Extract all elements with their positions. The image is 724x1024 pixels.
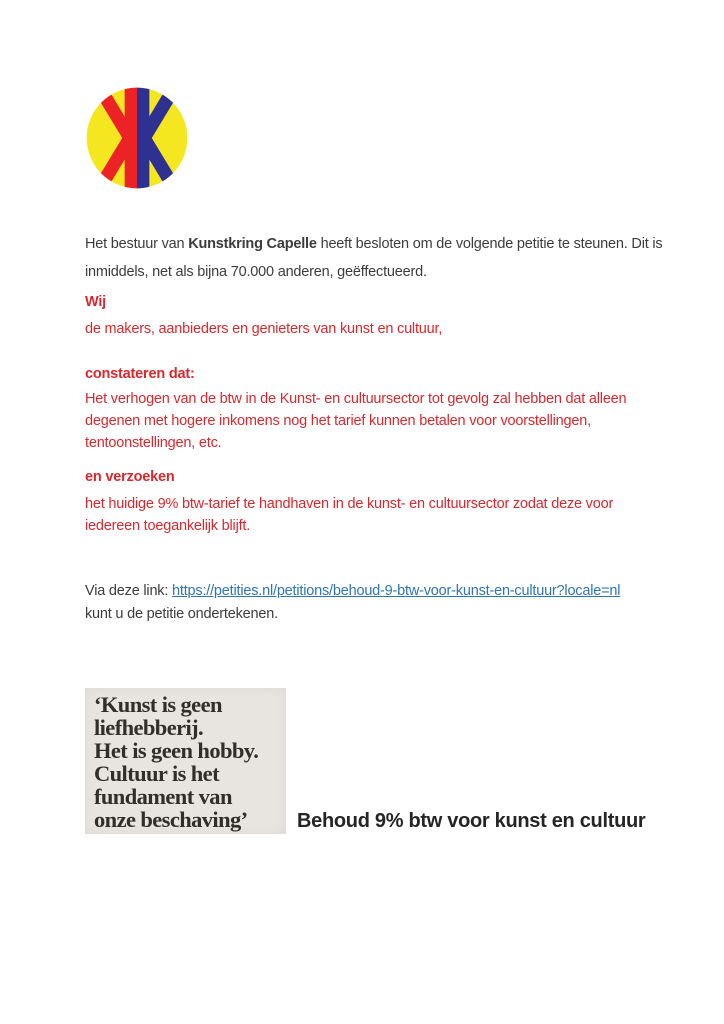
petition-body-huidige <box>85 493 685 537</box>
link-line-2: kunt u de petitie ondertekenen. <box>85 606 278 622</box>
intro-paragraph <box>85 230 665 286</box>
petition-body-huidige-line: het huidige 9% btw-tarief te handhaven in de kunst- en cultuursector zodat deze voor <box>85 496 614 512</box>
clipping-line: liefhebberij. <box>94 715 204 740</box>
clipping-line: fundament van <box>94 784 232 809</box>
newspaper-clipping-image <box>85 688 286 834</box>
petition-body-verhogen-line: tentoonstellingen, etc. <box>85 435 222 451</box>
petition-body-verhogen <box>85 388 685 454</box>
link-prefix: Via deze link: <box>85 583 173 599</box>
petition-body-verhogen-line: Het verhogen van de btw in de Kunst- en cultuursector tot gevolg zal hebben dat alleen <box>85 391 627 407</box>
intro-line1-prefix: Het bestuur van <box>85 236 189 252</box>
link-paragraph <box>85 580 685 626</box>
petition-slogan: Behoud 9% btw voor kunst en cultuur <box>297 810 646 832</box>
petition-body-huidige-line: iedereen toegankelijk blijft. <box>85 518 251 534</box>
intro-line-1 <box>85 230 665 258</box>
link-line-1 <box>85 580 685 603</box>
kunstkring-capelle-logo <box>84 85 190 191</box>
intro-line-2: inmiddels, net als bijna 70.000 anderen, geëffectueerd. <box>85 264 427 280</box>
petition-heading-constateren: constateren dat: <box>85 366 195 382</box>
petition-hyperlink[interactable]: https://petities.nl/petitions/behoud-9-btw-voor-kunst-en-cultuur?locale=nl <box>172 583 621 599</box>
petition-body-makers: de makers, aanbieders en genieters van kunst en cultuur, <box>85 321 443 337</box>
petition-body-verhogen-line: degenen met hogere inkomens nog het tarief kunnen betalen voor voorstellingen, <box>85 413 591 429</box>
petition-heading-wij: Wij <box>85 294 107 310</box>
clipping-line: ‘Kunst is geen <box>94 692 222 717</box>
intro-line1-suffix: heeft besloten om de volgende petitie te steunen. Dit is <box>316 236 663 252</box>
double-k-circle-icon <box>84 85 190 191</box>
petition-heading-verzoeken: en verzoeken <box>85 469 175 485</box>
clipping-line: Cultuur is het <box>94 761 219 786</box>
clipping-line: Het is geen hobby. <box>94 738 259 763</box>
clipping-line: onze beschaving’ <box>94 807 248 832</box>
intro-org-name: Kunstkring Capelle <box>188 236 317 252</box>
